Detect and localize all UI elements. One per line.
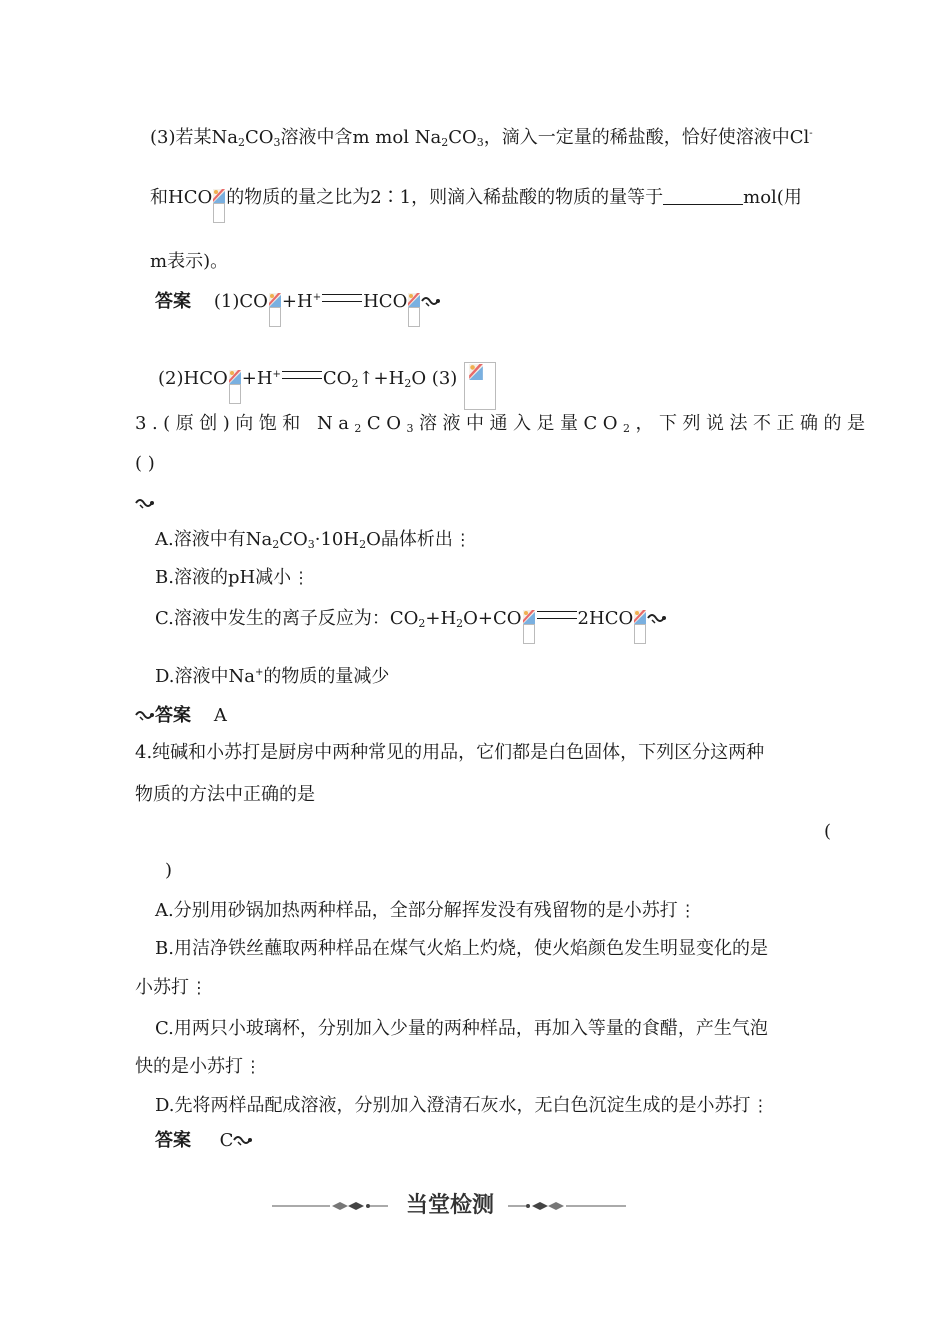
q4-paren-close: ) xyxy=(165,860,173,881)
q4-stem-line2: 物质的方法中正确的是 xyxy=(135,784,315,805)
q3-stem: 3.(原创)向饱和 $Na_2CO_3$溶液中通入足量$CO_2$，下列说法不正确的是 xyxy=(135,413,871,435)
equals-sign xyxy=(282,371,322,379)
ornament-icon xyxy=(421,294,441,308)
broken-image-icon xyxy=(523,610,535,646)
q4-answer xyxy=(155,1129,253,1153)
q3-ornament xyxy=(135,492,155,516)
equals-sign xyxy=(537,611,577,619)
q4-option-c-line2: 快的是小苏打 ⋮ xyxy=(135,1056,261,1077)
q3-option-b: B.溶液的pH减小 ⋮ xyxy=(155,567,310,588)
equals-sign xyxy=(322,294,362,302)
section-divider xyxy=(270,1190,630,1222)
q3-part3-line1: (3)若某$Na_2CO_3$溶液中含m mol $Na_2CO_3$，滴入一定量的稀盐酸，恰好使溶液中Cl- xyxy=(150,127,813,149)
broken-image-icon xyxy=(408,293,420,329)
answer-label: 答案 xyxy=(155,1130,191,1151)
q3-option-a: A.溶液中有$Na_2CO_3\cdot 10H_2O$晶体析出 ⋮ xyxy=(155,529,471,551)
q3-option-c: C.溶液中发生的离子反应为：$CO_2+H_2O+CO$ 2HCO xyxy=(155,607,667,646)
ornament-icon xyxy=(233,1133,253,1147)
q3-option-d: D.溶液中Na+的物质的量减少 xyxy=(155,666,390,687)
broken-image-icon xyxy=(634,610,646,646)
q4-option-b-line1: B.用洁净铁丝蘸取两种样品在煤气火焰上灼烧，使火焰颜色发生明显变化的是 xyxy=(155,938,768,959)
q4-option-a: A.分别用砂锅加热两种样品，全部分解挥发没有残留物的是小苏打 ⋮ xyxy=(155,900,696,921)
section-title: 当堂检测 xyxy=(405,1193,494,1218)
ornament-icon xyxy=(647,611,667,625)
broken-image-icon xyxy=(464,362,496,410)
answer-label: 答案 xyxy=(155,705,191,726)
q4-stem-line1: 4.纯碱和小苏打是厨房中两种常见的用品，它们都是白色固体，下列区分这两种 xyxy=(135,742,765,763)
answer-label: 答案 xyxy=(155,291,191,312)
q4-option-c-line1: C.用两只小玻璃杯，分别加入少量的两种样品，再加入等量的食醋，产生气泡 xyxy=(155,1018,768,1039)
answer-value: A xyxy=(213,705,227,726)
q3-paren: ( ) xyxy=(135,453,155,474)
q4-option-d: D.先将两样品配成溶液，分别加入澄清石灰水，无白色沉淀生成的是小苏打 ⋮ xyxy=(155,1095,769,1116)
q3-answer xyxy=(135,704,227,728)
q3-part3-line3: m表示)。 xyxy=(150,251,229,272)
q4-paren-open: ( xyxy=(824,821,832,842)
ornament-icon xyxy=(135,708,155,722)
answer-value: C xyxy=(219,1130,234,1151)
q3-part3-line2: 和HCO 的物质的量之比为2∶1，则滴入稀盐酸的物质的量等于 mol(用 xyxy=(150,186,802,225)
answer2-line2: (2)HCO +H+ $CO_2↑+H_2O$ (3) xyxy=(158,362,497,410)
answer2-line1: 答案 (1)CO +H+ HCO xyxy=(155,290,441,329)
broken-image-icon xyxy=(213,189,225,225)
answer-blank[interactable] xyxy=(663,186,743,205)
broken-image-icon xyxy=(269,293,281,329)
broken-image-icon xyxy=(229,370,241,406)
q4-option-b-line2: 小苏打 ⋮ xyxy=(135,977,207,998)
ornament-icon xyxy=(135,496,155,510)
